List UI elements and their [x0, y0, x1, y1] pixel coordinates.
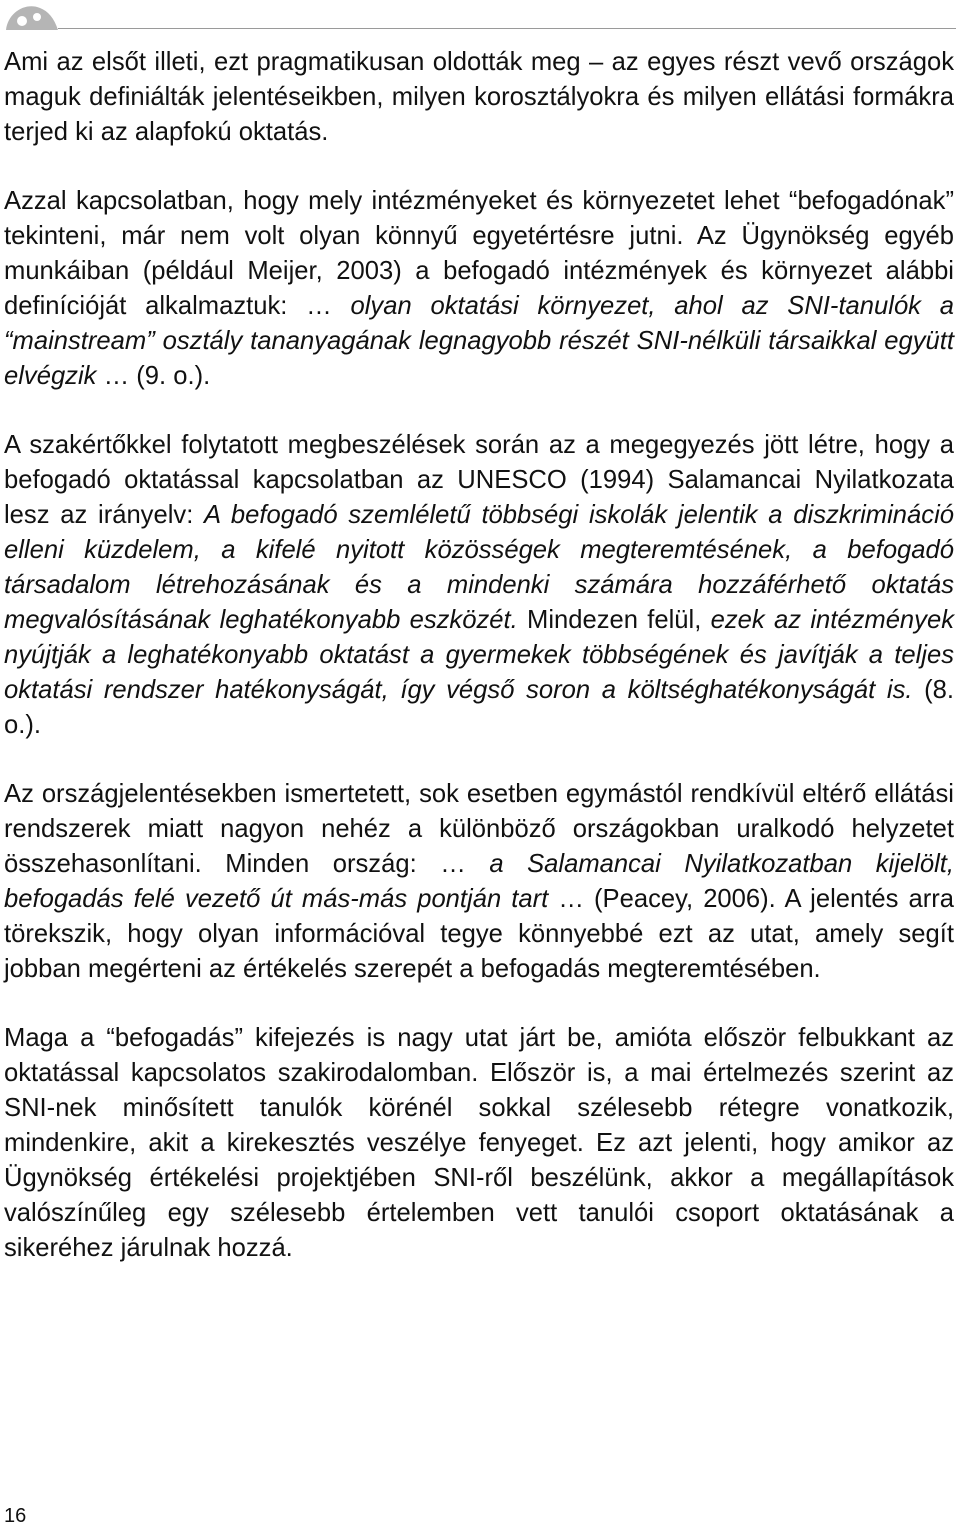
- paragraph-3-salamanca-quote-1: A befogadó szemléletű többségi iskolák jelentik a diszkrimináció elleni küzdelem, a kifelé nyitott közösségek megteremtésének, a befogadó társadalom létrehozásának és a mindenki számára hozzáférhető oktatás megvalósításának leghatékonyabb eszközét.: [4, 501, 954, 634]
- page-number: 16: [4, 1505, 27, 1527]
- paragraph-5: [4, 1021, 954, 1266]
- paragraph-2-text-b: … (9. o.).: [96, 362, 211, 390]
- page-body: [4, 45, 954, 1266]
- paragraph-4-text-a: Az országjelentésekben ismertetett, sok esetben egymástól rendkívül eltérő ellátási rendszerek miatt nagyon nehéz a különböző országokban uralkodó helyzetet összehasonlítani. Minden ország: …: [4, 780, 954, 878]
- paragraph-2: [4, 184, 954, 394]
- paragraph-3-salamanca-quote-2: ezek az intézmények nyújtják a leghatékonyabb oktatást a gyermekek többségének és javítják a teljes oktatási rendszer hatékonyságát, így végső soron a költséghatékonyságát is.: [4, 606, 954, 704]
- paragraph-3: [4, 428, 954, 743]
- paragraph-2-text-a: Azzal kapcsolatban, hogy mely intézményeket és környezetet lehet “befogadónak” tekinteni, már nem volt olyan könnyű egyetértésre jutni. Az Ügynökség egyéb munkáiban (például Meijer, 2003) a befogadó intézmények és környezet alábbi definícióját alkalmaztuk: …: [4, 187, 954, 320]
- paragraph-4: [4, 777, 954, 987]
- paragraph-2-definition-quote: olyan oktatási környezet, ahol az SNI-tanulók a “mainstream” osztály tananyagának legnagyobb részét SNI-nélküli társaikkal együtt elvégzik: [4, 292, 954, 390]
- paragraph-4-peacey-quote: a Salamancai Nyilatkozatban kijelölt, befogadás felé vezető út más-más pontján tart: [4, 850, 954, 913]
- paragraph-5-text: Maga a “befogadás” kifejezés is nagy utat járt be, amióta először felbukkant az oktatással kapcsolatos szakirodalomban. Először is, a mai értelmezés szerint az SNI-nek minősített tanulók körénél sokkal szélesebb rétegre vonatkozik, mindenkire, akit a kirekesztés veszélye fenyeget. Ez azt jelenti, hogy amikor az Ügynökség értékelési projektjében SNI-ről beszélünk, akkor a megállapítások valószínűleg egy szélesebb értelemben vett tanulói csoport oktatásának a sikeréhez járulnak hozzá.: [4, 1024, 954, 1262]
- paragraph-3-text-a: A szakértőkkel folytatott megbeszélések során az a megegyezés jött létre, hogy a befogadó oktatással kapcsolatban az UNESCO (1994) Salamancai Nyilatkozata lesz az irányelv:: [4, 431, 954, 529]
- paragraph-3-text-b: Mindezen felül,: [517, 606, 711, 634]
- agency-logo-icon: [4, 0, 64, 30]
- paragraph-3-text-c: (8. o.).: [4, 676, 955, 739]
- paragraph-1-text: Ami az elsőt illeti, ezt pragmatikusan oldották meg – az egyes részt vevő országok maguk definiálták jelentéseikben, milyen korosztályokra és milyen ellátási formákra terjed ki az alapfokú oktatás.: [4, 48, 954, 146]
- header-rule: [58, 28, 956, 29]
- paragraph-4-text-b: … (Peacey, 2006). A jelentés arra törekszik, hogy olyan információval tegye könnyebbé ezt az utat, amely segít jobban megérteni az értékelés szerepét a befogadás megteremtésében.: [4, 885, 954, 983]
- paragraph-1: [4, 45, 954, 150]
